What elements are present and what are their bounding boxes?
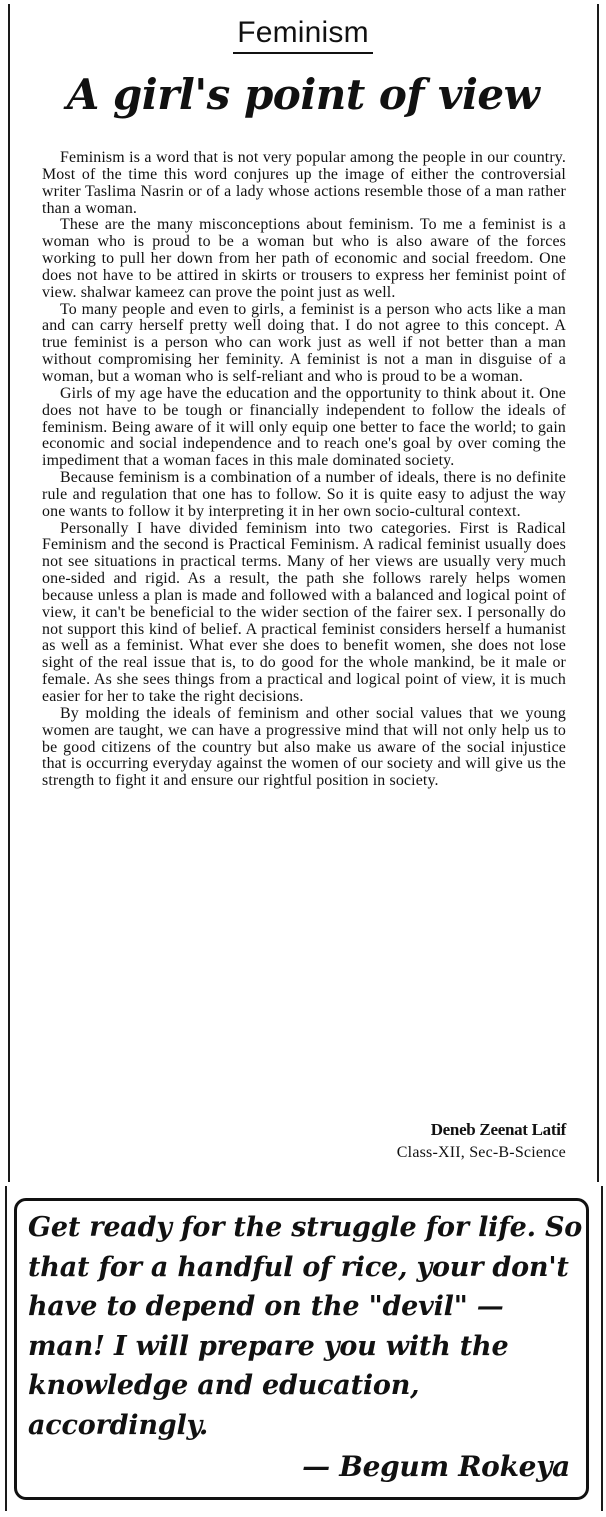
- frame-left-border: [8, 4, 10, 1182]
- article-paragraph: Because feminism is a combination of a number of ideals, there is no definite rule and regulation that one has to follow. So it is quite easy to adjust the way one wants to follow it by interpreting it in her own socio-cultural context.: [42, 469, 566, 520]
- headline: A girl's point of view: [66, 70, 540, 119]
- article-paragraph: Girls of my age have the education and the opportunity to think about it. One does not have to be tough or financially independent to follow the ideals of feminism. Being aware of it will only equip one better to face the world; to gain economic and social independence and to reach one's goal by over coming the impediment that a woman faces in this male dominated society.: [42, 384, 566, 470]
- article-paragraph: To many people and even to girls, a feminist is a person who acts like a man and can carry herself pretty well doing that. I do not agree to this concept. A true feminist is a person who can work just as well if not better than a man without compromising her feminity. A feminist is not a man in disguise of a woman, but a woman who is self-reliant and who is proud to be a woman.: [42, 300, 566, 385]
- article-paragraph: These are the many misconceptions about feminism. To me a feminist is a woman who is proud to be a woman but who is also aware of the forces working to pull her down from her path of economic and social freedom. One does not have to be attired in skirts or trousers to express her feminist point of view. shalwar kameez can prove the point just as well.: [42, 216, 566, 301]
- author-name: Deneb Zeenat Latif: [430, 1120, 566, 1139]
- kicker-title: Feminism: [233, 16, 373, 54]
- frame-right-border: [597, 4, 599, 1182]
- frame-bottom-right-border: [601, 1186, 603, 1511]
- article-paragraph: Feminism is a word that is not very popular among the people in our country. Most of the time this word conjures up the image of either the controversial writer Taslima Nasrin or of a lady whose actions resemble those of a man rather than a woman.: [42, 149, 566, 217]
- quote-attribution: — Begum Rokeya: [302, 1450, 570, 1483]
- author-class: Class-XII, Sec-B-Science: [396, 1144, 566, 1161]
- article-paragraph: By molding the ideals of feminism and other social values that we young women are taught, we can have a progressive mind that will not only help us to be good citizens of the country but also make us aware of the social injustice that is occurring everyday against the women of our society and will give us the strength to fight it and ensure our rightful position in society.: [42, 704, 566, 790]
- quote-text: Get ready for the struggle for life. So that for a handful of rice, your don't have to depend on the "devil" — man! I will prepare you with the knowledge and education, accordingly.: [28, 1212, 583, 1441]
- article-body: [42, 150, 566, 790]
- kicker-container: [0, 16, 606, 54]
- frame-bottom-left-border: [5, 1186, 7, 1511]
- article-paragraph: Personally I have divided feminism into two categories. First is Radical Feminism and the second is Practical Feminism. A radical feminist usually does not see situations in practical terms. Many of her views are usually very much one-sided and rigid. As a result, the path she follows rarely helps women because unless a plan is made and followed with a balanced and logical point of view, it can't be beneficial to the wider section of the fairer sex. I personally do not support this kind of belief. A practical feminist considers herself a humanist as well as a feminist. What ever she does to benefit women, she does not lose sight of the real issue that is, to do good for the whole mankind, be it male or female. As she sees things from a practical and logical point of view, it is much easier for her to take the right decisions.: [42, 519, 566, 705]
